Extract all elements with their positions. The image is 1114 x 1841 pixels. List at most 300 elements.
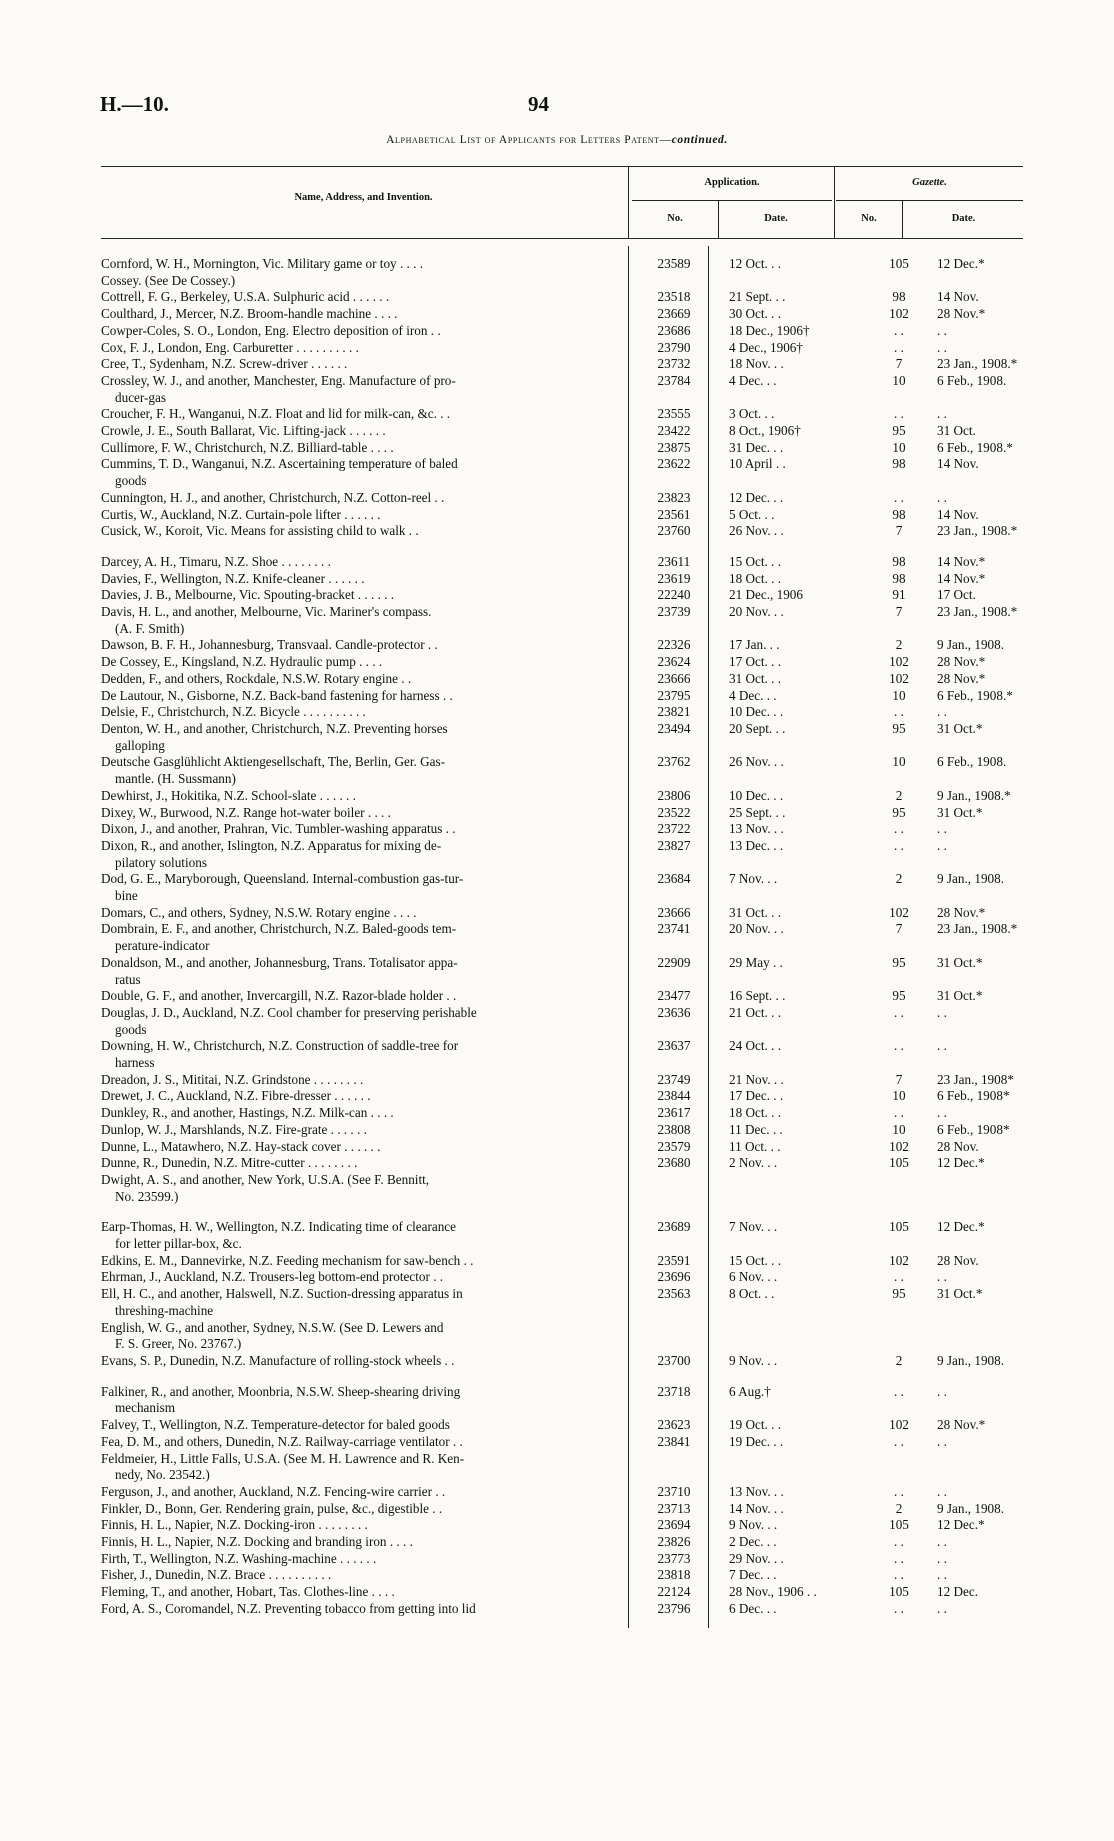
application-date: 18 Oct. . . bbox=[729, 1105, 782, 1121]
application-date: 11 Oct. . . bbox=[729, 1138, 781, 1154]
applicant-name-invention: Deutsche Gasglühlicht Aktiengesellschaft, The, Berlin, Ger. Gas- bbox=[101, 754, 446, 770]
applicant-entry bbox=[101, 1434, 623, 1451]
table-row bbox=[0, 1484, 1114, 1501]
applicant-entry bbox=[101, 805, 623, 822]
applicant-entry bbox=[101, 323, 623, 340]
applicant-entry bbox=[101, 1501, 623, 1518]
application-number: 23827 bbox=[657, 837, 691, 853]
gazette-number: . . bbox=[894, 489, 904, 505]
application-number bbox=[631, 1451, 717, 1484]
application-number: 23732 bbox=[657, 356, 691, 372]
table-row bbox=[0, 373, 1114, 406]
table-row bbox=[0, 256, 1114, 273]
application-number: 23680 bbox=[657, 1155, 691, 1171]
application-number: 23875 bbox=[657, 439, 691, 455]
application-number: 23666 bbox=[657, 670, 691, 686]
applicant-name-invention: Dixey, W., Burwood, N.Z. Range hot-water boiler . . . . bbox=[101, 804, 391, 820]
applicant-name-continuation: bine bbox=[115, 888, 138, 904]
table-row bbox=[0, 456, 1114, 489]
gazette-number: . . bbox=[894, 1567, 904, 1583]
gazette-number bbox=[867, 1172, 931, 1205]
gazette-date: 28 Nov. bbox=[937, 1138, 979, 1154]
header-bottom-rule bbox=[101, 238, 1023, 239]
gazette-number: 7 bbox=[895, 523, 903, 539]
gazette-number: 98 bbox=[892, 456, 906, 472]
applicant-name-invention: Cossey. (See De Cossey.) bbox=[101, 272, 236, 288]
application-number: 23826 bbox=[657, 1534, 691, 1550]
header-gazette: Gazette. bbox=[912, 177, 947, 188]
applicant-name-continuation: goods bbox=[115, 473, 147, 489]
application-date: 26 Nov. . . bbox=[729, 523, 784, 539]
applicant-name-continuation: F. S. Greer, No. 23767.) bbox=[115, 1336, 242, 1352]
table-row bbox=[0, 1122, 1114, 1139]
application-number: 23841 bbox=[657, 1433, 691, 1449]
gazette-date: 31 Oct.* bbox=[937, 1286, 983, 1302]
application-date: 31 Dec. . . bbox=[729, 439, 784, 455]
gazette-date: 28 Nov.* bbox=[937, 670, 986, 686]
applicant-entry bbox=[101, 1072, 623, 1089]
applicant-entry bbox=[101, 1172, 623, 1205]
table-row bbox=[0, 1534, 1114, 1551]
application-number: 23589 bbox=[657, 256, 691, 271]
gazette-date: 14 Nov.* bbox=[937, 553, 986, 569]
applicant-name-invention: Crossley, W. J., and another, Manchester, Eng. Manufacture of pro- bbox=[101, 372, 456, 388]
gazette-date: 28 Nov.* bbox=[937, 904, 986, 920]
table-row bbox=[0, 688, 1114, 705]
gazette-number: . . bbox=[894, 704, 904, 720]
applicant-entry bbox=[101, 1417, 623, 1434]
table-row bbox=[0, 988, 1114, 1005]
gazette-date: 9 Jan., 1908. bbox=[937, 871, 1005, 887]
application-number: 23619 bbox=[657, 570, 691, 586]
application-number: 23477 bbox=[657, 988, 691, 1004]
column-divider-gaz-date bbox=[902, 200, 903, 238]
applicant-name-invention: Fleming, T., and another, Hobart, Tas. Clothes-line . . . . bbox=[101, 1584, 395, 1600]
application-date: 7 Nov. . . bbox=[729, 1219, 778, 1235]
gazette-date: 14 Nov. bbox=[937, 456, 979, 472]
application-date: 2 Dec. . . bbox=[729, 1534, 777, 1550]
table-row bbox=[0, 1072, 1114, 1089]
gazette-date bbox=[937, 1320, 1047, 1353]
applicant-name-invention: Earp-Thomas, H. W., Wellington, N.Z. Indicating time of clearance bbox=[101, 1219, 457, 1235]
application-date: 13 Nov. . . bbox=[729, 821, 784, 837]
applicant-entry bbox=[101, 988, 623, 1005]
header-gaz-date: Date. bbox=[951, 213, 976, 224]
table-row bbox=[0, 1567, 1114, 1584]
gazette-number: . . bbox=[894, 1600, 904, 1616]
gazette-number: 10 bbox=[892, 439, 906, 455]
gazette-number: 102 bbox=[889, 1138, 909, 1154]
gazette-date: . . bbox=[937, 489, 947, 505]
application-number: 22124 bbox=[657, 1584, 691, 1600]
applicant-entry bbox=[101, 654, 623, 671]
application-number: 23808 bbox=[657, 1121, 691, 1137]
applicant-name-invention: Dunlop, W. J., Marshlands, N.Z. Fire-grate . . . . . . bbox=[101, 1121, 367, 1137]
application-number: 23669 bbox=[657, 306, 691, 322]
table-row bbox=[0, 440, 1114, 457]
application-date: 15 Oct. . . bbox=[729, 553, 782, 569]
applicant-name-invention: Ford, A. S., Coromandel, N.Z. Preventing tobacco from getting into lid bbox=[101, 1600, 476, 1616]
column-divider-gazette bbox=[834, 166, 835, 238]
gazette-number: 102 bbox=[889, 1417, 909, 1433]
gazette-date: 31 Oct.* bbox=[937, 804, 983, 820]
gazette-date: . . bbox=[937, 1600, 947, 1616]
application-number: 22240 bbox=[657, 587, 691, 603]
application-number: 23713 bbox=[657, 1500, 691, 1516]
application-date: 7 Dec. . . bbox=[729, 1567, 777, 1583]
application-number: 23694 bbox=[657, 1517, 691, 1533]
application-date: 21 Dec., 1906 bbox=[729, 587, 803, 603]
applicant-entry bbox=[101, 905, 623, 922]
applicant-name-invention: Cox, F. J., London, Eng. Carburetter . . . . . . . . . . bbox=[101, 339, 359, 355]
application-number: 23518 bbox=[657, 289, 691, 305]
applicant-name-invention: Finnis, H. L., Napier, N.Z. Docking-iron . . . . . . . . bbox=[101, 1517, 368, 1533]
application-date: 21 Nov. . . bbox=[729, 1071, 784, 1087]
applicant-entry bbox=[101, 523, 623, 540]
gazette-date bbox=[937, 1451, 1047, 1484]
gazette-date: 12 Dec. bbox=[937, 1584, 979, 1600]
gazette-number bbox=[867, 1451, 931, 1484]
application-number: 23760 bbox=[657, 523, 691, 539]
applicant-entry bbox=[101, 1534, 623, 1551]
column-divider-name bbox=[628, 166, 629, 238]
application-number: 23790 bbox=[657, 339, 691, 355]
applicant-name-invention: Finnis, H. L., Napier, N.Z. Docking and branding iron . . . . bbox=[101, 1534, 413, 1550]
gazette-date: 9 Jan., 1908. bbox=[937, 1353, 1005, 1368]
applicant-name-invention: Douglas, J. D., Auckland, N.Z. Cool chamber for preserving perishable bbox=[101, 1004, 477, 1020]
application-number: 23622 bbox=[657, 456, 691, 472]
gazette-number: . . bbox=[894, 1483, 904, 1499]
gazette-number: 102 bbox=[889, 670, 909, 686]
gazette-number: 10 bbox=[892, 1121, 906, 1137]
gazette-date: . . bbox=[937, 1483, 947, 1499]
applicant-name-invention: Dunne, R., Dunedin, N.Z. Mitre-cutter . . . . . . . . bbox=[101, 1155, 358, 1171]
gazette-date: 31 Oct.* bbox=[937, 720, 983, 736]
applicant-name-invention: Ell, H. C., and another, Halswell, N.Z. Suction-dressing apparatus in bbox=[101, 1286, 463, 1302]
gazette-date: 23 Jan., 1908.* bbox=[937, 921, 1018, 937]
table-row bbox=[0, 805, 1114, 822]
table-row bbox=[0, 905, 1114, 922]
application-number: 23689 bbox=[657, 1219, 691, 1235]
application-date: 6 Aug.† bbox=[729, 1383, 771, 1399]
applicant-entry bbox=[101, 1088, 623, 1105]
table-row bbox=[0, 1105, 1114, 1122]
application-date: 29 May . . bbox=[729, 954, 783, 970]
application-date: 26 Nov. . . bbox=[729, 754, 784, 770]
table-row bbox=[0, 423, 1114, 440]
applicant-name-invention: Denton, W. H., and another, Christchurch, N.Z. Preventing horses bbox=[101, 720, 448, 736]
gazette-date: . . bbox=[937, 837, 947, 853]
applicant-name-continuation: galloping bbox=[115, 737, 165, 753]
table-row bbox=[0, 1139, 1114, 1156]
table-row bbox=[0, 490, 1114, 507]
table-row bbox=[0, 1088, 1114, 1105]
gazette-number: 105 bbox=[889, 1584, 909, 1600]
gazette-date: . . bbox=[937, 1269, 947, 1285]
table-row bbox=[0, 721, 1114, 754]
applicant-name-invention: Darcey, A. H., Timaru, N.Z. Shoe . . . . . . . . bbox=[101, 553, 331, 569]
gazette-date: 28 Nov. bbox=[937, 1252, 979, 1268]
applicant-name-invention: Double, G. F., and another, Invercargill, N.Z. Razor-blade holder . . bbox=[101, 988, 457, 1004]
application-date: 21 Oct. . . bbox=[729, 1004, 782, 1020]
gazette-number: . . bbox=[894, 1038, 904, 1054]
gazette-number: 98 bbox=[892, 289, 906, 305]
applicant-name-invention: Cowper-Coles, S. O., London, Eng. Electro deposition of iron . . bbox=[101, 322, 441, 338]
applicant-entry bbox=[101, 1269, 623, 1286]
gazette-date bbox=[937, 273, 1047, 290]
subheader-rule-application bbox=[632, 200, 832, 201]
applicant-name-invention: Dewhirst, J., Hokitika, N.Z. School-slate . . . . . . bbox=[101, 787, 356, 803]
gazette-number: 102 bbox=[889, 1252, 909, 1268]
gazette-date: . . bbox=[937, 406, 947, 422]
application-date: 30 Oct. . . bbox=[729, 306, 782, 322]
gazette-date: 6 Feb., 1908. bbox=[937, 754, 1007, 770]
applicant-name-continuation: mantle. (H. Sussmann) bbox=[115, 771, 236, 787]
applicant-name-invention: Edkins, E. M., Dannevirke, N.Z. Feeding mechanism for saw-bench . . bbox=[101, 1252, 474, 1268]
applicant-entry bbox=[101, 1384, 623, 1417]
applicant-entry bbox=[101, 1038, 623, 1071]
applicant-entry bbox=[101, 1105, 623, 1122]
gazette-number: . . bbox=[894, 1105, 904, 1121]
application-date: 14 Nov. . . bbox=[729, 1500, 784, 1516]
table-row bbox=[0, 871, 1114, 904]
gazette-number: . . bbox=[894, 406, 904, 422]
application-date: 31 Oct. . . bbox=[729, 670, 782, 686]
gazette-date: 23 Jan., 1908.* bbox=[937, 604, 1018, 620]
gazette-number: 95 bbox=[892, 954, 906, 970]
gazette-date: . . bbox=[937, 1105, 947, 1121]
gazette-date: . . bbox=[937, 339, 947, 355]
application-date: 24 Oct. . . bbox=[729, 1038, 782, 1054]
table-row bbox=[0, 637, 1114, 654]
application-number: 23686 bbox=[657, 322, 691, 338]
gazette-date: 14 Nov.* bbox=[937, 570, 986, 586]
applicant-name-continuation: harness bbox=[115, 1055, 155, 1071]
applicant-entry bbox=[101, 1451, 623, 1484]
table-row bbox=[0, 1451, 1114, 1484]
table-row bbox=[0, 1501, 1114, 1518]
table-row bbox=[0, 1253, 1114, 1270]
application-number: 23741 bbox=[657, 921, 691, 937]
application-number: 23821 bbox=[657, 704, 691, 720]
gazette-date: 9 Jan., 1908. bbox=[937, 1500, 1005, 1516]
application-number: 23718 bbox=[657, 1383, 691, 1399]
application-number: 23579 bbox=[657, 1138, 691, 1154]
applicant-entry bbox=[101, 256, 623, 273]
gazette-date: 28 Nov.* bbox=[937, 1417, 986, 1433]
gazette-number: . . bbox=[894, 1269, 904, 1285]
applicant-entry bbox=[101, 821, 623, 838]
applicant-entry bbox=[101, 554, 623, 571]
gazette-date: . . bbox=[937, 1433, 947, 1449]
application-date: 10 April . . bbox=[729, 456, 786, 472]
gazette-number: 98 bbox=[892, 570, 906, 586]
gazette-number: 10 bbox=[892, 687, 906, 703]
application-number: 23422 bbox=[657, 423, 691, 439]
application-date bbox=[729, 273, 849, 290]
application-date: 20 Sept. . . bbox=[729, 720, 786, 736]
table-row bbox=[0, 1172, 1114, 1205]
applicant-entry bbox=[101, 1005, 623, 1038]
applicant-entry bbox=[101, 440, 623, 457]
applicant-name-invention: Coulthard, J., Mercer, N.Z. Broom-handle machine . . . . bbox=[101, 306, 398, 322]
applicant-name-invention: Ferguson, J., and another, Auckland, N.Z. Fencing-wire carrier . . bbox=[101, 1483, 446, 1499]
application-number: 23796 bbox=[657, 1600, 691, 1616]
subheader-rule-gazette bbox=[836, 200, 1023, 201]
table-row bbox=[0, 838, 1114, 871]
applicant-name-invention: Dixon, J., and another, Prahran, Vic. Tumbler-washing apparatus . . bbox=[101, 821, 456, 837]
gazette-number: 98 bbox=[892, 553, 906, 569]
gazette-date: 28 Nov.* bbox=[937, 306, 986, 322]
applicant-entry bbox=[101, 306, 623, 323]
applicant-entry bbox=[101, 871, 623, 904]
applicant-name-invention: Dixon, R., and another, Islington, N.Z. Apparatus for mixing de- bbox=[101, 837, 442, 853]
gazette-number: . . bbox=[894, 1534, 904, 1550]
applicant-name-invention: Davies, J. B., Melbourne, Vic. Spouting-bracket . . . . . . bbox=[101, 587, 395, 603]
table-row bbox=[0, 507, 1114, 524]
applicant-entry bbox=[101, 1551, 623, 1568]
table-row bbox=[0, 1517, 1114, 1534]
application-number: 23700 bbox=[657, 1353, 691, 1368]
gazette-date: 6 Feb., 1908. bbox=[937, 372, 1007, 388]
application-date: 4 Dec. . . bbox=[729, 687, 777, 703]
column-divider-app-date bbox=[718, 200, 719, 238]
applicant-name-invention: Davis, H. L., and another, Melbourne, Vic. Mariner's compass. bbox=[101, 604, 432, 620]
applicant-name-invention: Dreadon, J. S., Mititai, N.Z. Grindstone . . . . . . . . bbox=[101, 1071, 364, 1087]
applicant-entry bbox=[101, 1320, 623, 1353]
applicant-entry bbox=[101, 273, 623, 290]
application-date: 31 Oct. . . bbox=[729, 904, 782, 920]
applicant-entry bbox=[101, 671, 623, 688]
applicant-entry bbox=[101, 289, 623, 306]
gazette-date: 12 Dec.* bbox=[937, 1155, 985, 1171]
gazette-number: 102 bbox=[889, 654, 909, 670]
gazette-number: 7 bbox=[895, 1071, 903, 1087]
application-date: 9 Nov. . . bbox=[729, 1353, 778, 1368]
applicant-list bbox=[0, 256, 1114, 1618]
applicant-name-continuation: perature-indicator bbox=[115, 938, 210, 954]
gazette-number: 7 bbox=[895, 604, 903, 620]
applicant-name-invention: Dwight, A. S., and another, New York, U.S.A. (See F. Bennitt, bbox=[101, 1171, 430, 1187]
applicant-name-invention: Cullimore, F. W., Christchurch, N.Z. Billiard-table . . . . bbox=[101, 439, 394, 455]
application-number: 23611 bbox=[657, 553, 691, 569]
gazette-number: . . bbox=[894, 322, 904, 338]
page-number: 94 bbox=[528, 92, 549, 116]
application-number: 23784 bbox=[657, 372, 691, 388]
table-row bbox=[0, 554, 1114, 571]
table-row bbox=[0, 273, 1114, 290]
header-app-no: No. bbox=[667, 213, 683, 224]
applicant-entry bbox=[101, 688, 623, 705]
applicant-name-invention: Firth, T., Wellington, N.Z. Washing-machine . . . . . . bbox=[101, 1550, 377, 1566]
application-date bbox=[729, 1451, 849, 1484]
applicant-name-continuation: nedy, No. 23542.) bbox=[115, 1467, 210, 1483]
table-row bbox=[0, 306, 1114, 323]
table-row bbox=[0, 1417, 1114, 1434]
applicant-entry bbox=[101, 1286, 623, 1319]
application-date bbox=[729, 1172, 849, 1205]
table-row bbox=[0, 1551, 1114, 1568]
table-row bbox=[0, 671, 1114, 688]
application-date: 12 Dec. . . bbox=[729, 489, 784, 505]
application-number bbox=[631, 1320, 717, 1353]
subtitle-continued: continued. bbox=[671, 134, 728, 146]
application-number: 23823 bbox=[657, 489, 691, 505]
applicant-entry bbox=[101, 490, 623, 507]
page-subtitle bbox=[0, 134, 1114, 146]
applicant-name-invention: Delsie, F., Christchurch, N.Z. Bicycle . . . . . . . . . . bbox=[101, 704, 366, 720]
applicant-name-invention: Domars, C., and others, Sydney, N.S.W. Rotary engine . . . . bbox=[101, 904, 417, 920]
application-number: 23844 bbox=[657, 1088, 691, 1104]
applicant-entry bbox=[101, 406, 623, 423]
gazette-number: . . bbox=[894, 339, 904, 355]
table-row bbox=[0, 1286, 1114, 1319]
applicant-name-invention: Feldmeier, H., Little Falls, U.S.A. (See M. H. Lawrence and R. Ken- bbox=[101, 1450, 465, 1466]
gazette-date: 31 Oct. bbox=[937, 423, 976, 439]
gazette-number: 2 bbox=[895, 637, 903, 653]
applicant-name-invention: Dombrain, E. F., and another, Christchurch, N.Z. Baled-goods tem- bbox=[101, 921, 457, 937]
applicant-entry bbox=[101, 1155, 623, 1172]
applicant-name-invention: Ehrman, J., Auckland, N.Z. Trousers-leg bottom-end protector . . bbox=[101, 1269, 444, 1285]
application-number: 23494 bbox=[657, 720, 691, 736]
application-date: 12 Oct. . . bbox=[729, 256, 782, 271]
application-date: 3 Oct. . . bbox=[729, 406, 775, 422]
table-row bbox=[0, 1219, 1114, 1252]
application-number: 23666 bbox=[657, 904, 691, 920]
application-date: 9 Nov. . . bbox=[729, 1517, 778, 1533]
gazette-number: . . bbox=[894, 1004, 904, 1020]
application-date: 19 Oct. . . bbox=[729, 1417, 782, 1433]
gazette-date: 6 Feb., 1908.* bbox=[937, 687, 1013, 703]
applicant-entry bbox=[101, 637, 623, 654]
application-number: 23563 bbox=[657, 1286, 691, 1302]
application-number bbox=[631, 1172, 717, 1205]
gazette-date: 12 Dec.* bbox=[937, 1517, 985, 1533]
applicant-name-invention: De Lautour, N., Gisborne, N.Z. Back-band fastening for harness . . bbox=[101, 687, 453, 703]
table-row bbox=[0, 1353, 1114, 1370]
gazette-number: . . bbox=[894, 821, 904, 837]
applicant-name-invention: Dedden, F., and others, Rockdale, N.S.W. Rotary engine . . bbox=[101, 670, 412, 686]
applicant-entry bbox=[101, 838, 623, 871]
gazette-date: 23 Jan., 1908.* bbox=[937, 356, 1018, 372]
applicant-entry bbox=[101, 373, 623, 406]
table-row bbox=[0, 1434, 1114, 1451]
gazette-date: 17 Oct. bbox=[937, 587, 976, 603]
gazette-date: . . bbox=[937, 821, 947, 837]
header-gaz-no: No. bbox=[861, 213, 877, 224]
gazette-date: 6 Feb., 1908* bbox=[937, 1121, 1010, 1137]
application-date: 19 Dec. . . bbox=[729, 1433, 784, 1449]
application-date: 5 Oct. . . bbox=[729, 506, 775, 522]
table-row bbox=[0, 921, 1114, 954]
gazette-date: 9 Jan., 1908. bbox=[937, 637, 1005, 653]
gazette-date: . . bbox=[937, 322, 947, 338]
header-name-address-invention: Name, Address, and Invention. bbox=[294, 192, 433, 203]
gazette-date: . . bbox=[937, 1383, 947, 1399]
applicant-name-continuation: ducer-gas bbox=[115, 389, 166, 405]
gazette-number bbox=[867, 1320, 931, 1353]
gazette-number: 2 bbox=[895, 1500, 903, 1516]
application-number: 22909 bbox=[657, 954, 691, 970]
application-date: 4 Dec., 1906† bbox=[729, 339, 803, 355]
applicant-entry bbox=[101, 921, 623, 954]
gazette-date: . . bbox=[937, 1038, 947, 1054]
application-number: 23710 bbox=[657, 1483, 691, 1499]
gazette-number: 95 bbox=[892, 804, 906, 820]
gazette-number: 105 bbox=[889, 1155, 909, 1171]
applicant-entry bbox=[101, 571, 623, 588]
table-row bbox=[0, 323, 1114, 340]
